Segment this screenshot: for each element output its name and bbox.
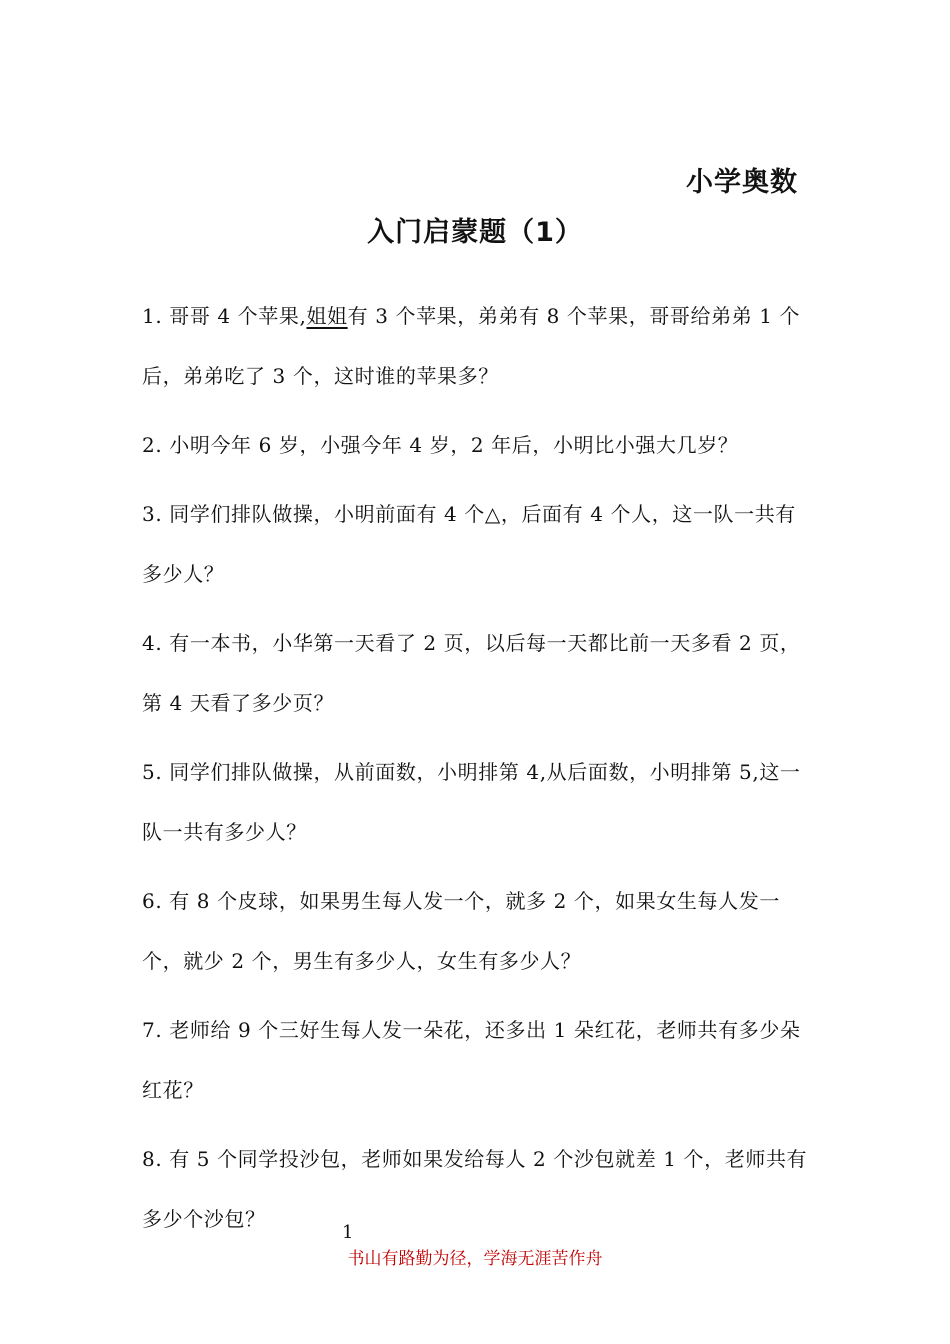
footer-motto: 书山有路勤为径，学海无涯苦作舟 (347, 1249, 603, 1269)
series-label: 小学奥数 (686, 167, 798, 198)
question-1 (142, 286, 812, 406)
question-2: 2. 小明今年 6 岁，小强今年 4 岁，2 年后，小明比小强大几岁？ (142, 433, 739, 457)
question-7: 7. 老师给 9 个三好生每人发一朵花，还多出 1 朵红花，老师共有多少朵红花？ (142, 1018, 801, 1102)
page-title: 入门启蒙题（1） (367, 217, 583, 248)
question-5: 5. 同学们排队做操，从前面数，小明排第 4,从后面数，小明排第 5,这一队一共有多少人？ (142, 760, 801, 844)
question-3: 3. 同学们排队做操，小明前面有 4 个△，后面有 4 个人，这一队一共有多少人？ (142, 502, 796, 586)
question-6: 6. 有 8 个皮球，如果男生每人发一个，就多 2 个，如果女生每人发一个，就少 2 个，男生有多少人，女生有多少人？ (142, 889, 780, 973)
question-1-underlined-word: 姐姐 (306, 304, 348, 328)
question-list (142, 286, 812, 1258)
question-4: 4. 有一本书，小华第一天看了 2 页，以后每一天都比前一天多看 2 页，第 4 天看了多少页？ (142, 631, 801, 715)
page-number: 1 (342, 1222, 354, 1243)
question-8: 8. 有 5 个同学投沙包，老师如果发给每人 2 个沙包就差 1 个，老师共有多少个沙包？ (142, 1147, 808, 1231)
question-1-text-end: 有 3 个苹果，弟弟有 8 个苹果，哥哥给弟弟 1 个后，弟弟吃了 3 个，这时谁的苹果多？ (142, 304, 801, 388)
question-1-text-start: 1. 哥哥 4 个苹果, (142, 304, 307, 328)
